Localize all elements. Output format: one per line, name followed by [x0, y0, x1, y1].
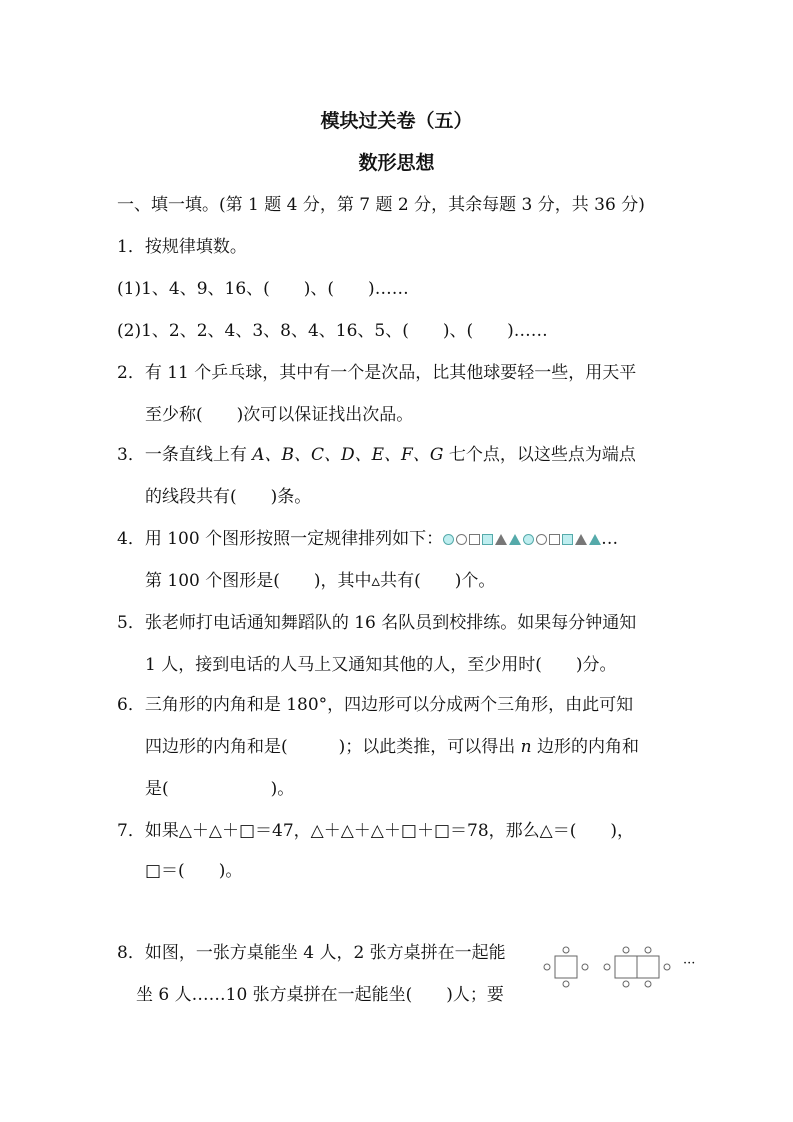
q1-stem: 1．按规律填数。 — [117, 237, 247, 257]
section-heading: 一、填一填。(第 1 题 4 分，第 7 题 2 分，其余每题 3 分，共 36 分) — [117, 195, 645, 215]
triangle-icon — [509, 534, 521, 545]
q6-text: 边形的内角和 — [531, 737, 640, 757]
shape-sequence — [443, 534, 601, 545]
square-icon — [562, 534, 573, 545]
triangle-icon — [495, 534, 507, 545]
double-table — [604, 947, 670, 987]
q3-line1 — [117, 440, 636, 465]
diagram-ellipsis: ··· — [683, 956, 696, 971]
q5-line1: 5．张老师打电话通知舞蹈队的 16 名队员到校排练。如果每分钟通知 — [117, 613, 637, 633]
q3-line2: 的线段共有( )条。 — [145, 487, 312, 507]
page-title: 模块过关卷（五） — [320, 110, 473, 132]
q4-text: 4．用 100 个图形按照一定规律排列如下： — [117, 529, 444, 549]
square-icon — [549, 534, 560, 545]
q7-line1: 7．如果△＋△＋□＝47，△＋△＋△＋□＋□＝78，那么△＝( )， — [117, 821, 634, 841]
q7-line2: □＝( )。 — [145, 861, 243, 881]
q3-text: 七个点，以这些点为端点 — [443, 445, 636, 465]
triangle-icon — [575, 534, 587, 545]
circle-icon — [443, 534, 454, 545]
q4-text: 第 100 个图形是( )，其中 — [145, 571, 372, 591]
q5-line2: 1 人，接到电话的人马上又通知其他的人，至少用时( )分。 — [145, 655, 617, 675]
q4-line2 — [145, 566, 495, 591]
q4-line1 — [117, 524, 618, 549]
page-subtitle: 数形思想 — [358, 152, 435, 174]
circle-icon — [456, 534, 467, 545]
q6-line3: 是( )。 — [145, 779, 295, 799]
single-table — [544, 947, 588, 987]
triangle-icon: ▵ — [371, 571, 381, 591]
variable-n: n — [520, 737, 532, 757]
q6-line1: 6．三角形的内角和是 180°，四边形可以分成两个三角形，由此可知 — [117, 695, 634, 715]
square-icon — [482, 534, 493, 545]
q6-line2 — [145, 732, 639, 757]
q2-line1: 2．有 11 个乒乓球，其中有一个是次品，比其他球要轻一些，用天平 — [117, 363, 637, 383]
q3-points: A、B、C、D、E、F、G — [252, 445, 444, 465]
q8-line1: 8．如图，一张方桌能坐 4 人，2 张方桌拼在一起能 — [117, 943, 506, 963]
q3-text: 3．一条直线上有 — [117, 445, 253, 465]
circle-icon — [523, 534, 534, 545]
square-icon — [469, 534, 480, 545]
q8-line2: 坐 6 人……10 张方桌拼在一起能坐( )人；要 — [136, 985, 504, 1005]
triangle-icon — [589, 534, 601, 545]
circle-icon — [536, 534, 547, 545]
q1-part2: (2)1、2、2、4、3、8、4、16、5、( )、( )…… — [117, 321, 548, 341]
q4-text: 共有( )个。 — [380, 571, 496, 591]
q2-line2: 至少称( )次可以保证找出次品。 — [145, 405, 414, 425]
q6-text: 四边形的内角和是( )；以此类推，可以得出 — [145, 737, 521, 757]
q1-part1: (1)1、4、9、16、( )、( )…… — [117, 279, 409, 299]
ellipsis: … — [601, 529, 619, 549]
